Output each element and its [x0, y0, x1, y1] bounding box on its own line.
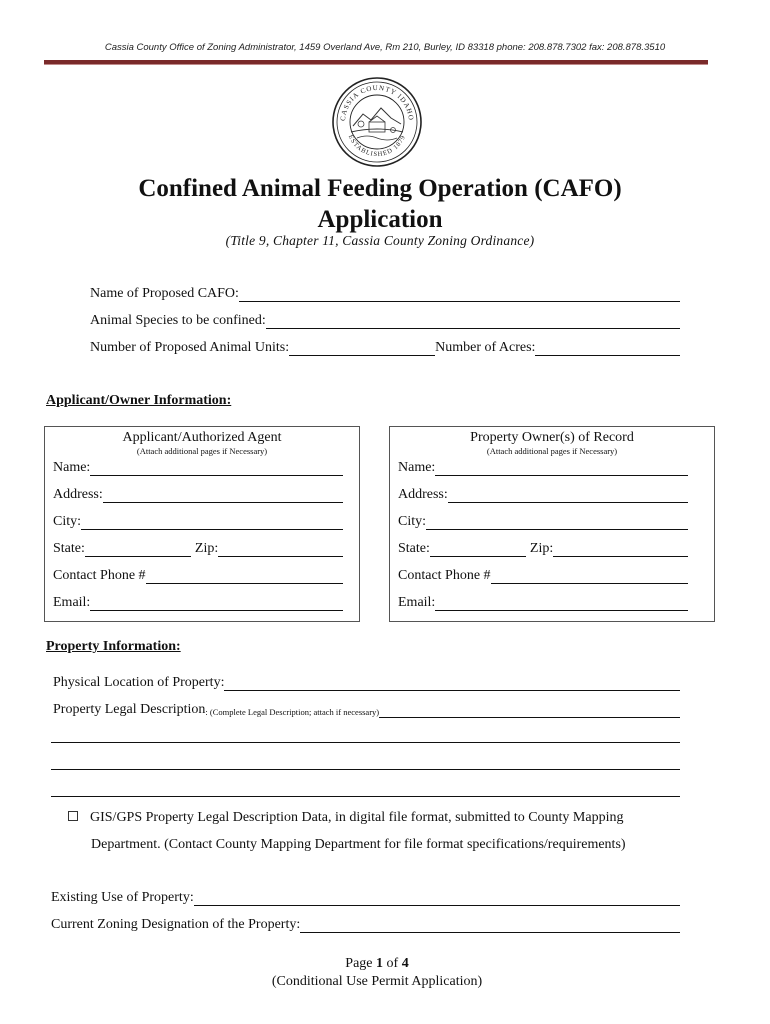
header-rule-thin [44, 64, 708, 65]
proposed-name-label: Name of Proposed CAFO: [90, 286, 239, 301]
gis-checkbox-text-line2: Department. (Contact County Mapping Department for file format specifications/requirements) [91, 837, 626, 852]
agent-city-row [53, 513, 343, 530]
owner-phone-row [398, 567, 688, 584]
agent-phone-row [53, 567, 343, 584]
county-seal-logo [331, 76, 423, 168]
agent-city-field[interactable] [81, 515, 343, 530]
animal-units-row [90, 339, 680, 356]
county-seal-graphic [331, 76, 423, 168]
agent-email-row [53, 594, 343, 611]
legal-description-line-3[interactable] [51, 768, 680, 770]
owner-address-row [398, 486, 688, 503]
page-number [0, 955, 754, 973]
proposed-name-field[interactable] [239, 287, 680, 302]
owner-email-label: Email: [398, 595, 436, 610]
agent-phone-field[interactable] [146, 569, 343, 584]
legal-description-line-4[interactable] [51, 795, 680, 797]
agent-zip-label: Zip: [194, 541, 219, 556]
gis-checkbox-row [68, 809, 623, 826]
agent-name-label: Name: [53, 460, 91, 475]
agent-address-row [53, 486, 343, 503]
page-of: of [383, 956, 402, 971]
gis-checkbox-text-line1: GIS/GPS Property Legal Description Data, in digital file format, submitted to County Mapping [90, 810, 624, 825]
page-prefix: Page [345, 956, 377, 971]
existing-use-field[interactable] [194, 891, 680, 906]
property-owner-box [389, 426, 715, 622]
form-title-line1: Confined Animal Feeding Operation (CAFO) [138, 175, 622, 202]
owner-phone-label: Contact Phone # [398, 568, 491, 583]
legal-description-line-2[interactable] [51, 741, 680, 743]
owner-city-label: City: [398, 514, 427, 529]
owner-name-label: Name: [398, 460, 436, 475]
agent-city-label: City: [53, 514, 82, 529]
legal-description-label: Property Legal Description [53, 702, 206, 717]
agent-state-label: State: [53, 541, 85, 556]
owner-box-note: (Attach additional pages if Necessary) [486, 446, 618, 456]
applicant-owner-heading: Applicant/Owner Information: [46, 393, 232, 408]
existing-use-label: Existing Use of Property: [51, 890, 194, 905]
zoning-designation-label: Current Zoning Designation of the Property: [51, 917, 301, 932]
owner-phone-field[interactable] [491, 569, 688, 584]
legal-description-field[interactable] [379, 703, 680, 718]
svg-text:ESTABLISHED 1879: ESTABLISHED 1879 [346, 133, 408, 159]
agent-email-field[interactable] [90, 596, 343, 611]
form-title-line2: Application [317, 206, 443, 233]
acres-label: Number of Acres: [435, 340, 536, 355]
owner-address-field[interactable] [448, 488, 688, 503]
owner-city-row [398, 513, 688, 530]
physical-location-row [53, 674, 680, 691]
form-subtitle: (Title 9, Chapter 11, Cassia County Zoning Ordinance) [225, 233, 535, 248]
physical-location-field[interactable] [224, 676, 680, 691]
owner-state-zip-row [398, 540, 688, 557]
header-contact-line: Cassia County Office of Zoning Administrator, 1459 Overland Ave, Rm 210, Burley, ID 83318 phone: 208.878.7302 fax: 208.878.3510 [104, 42, 666, 53]
owner-city-field[interactable] [426, 515, 688, 530]
agent-state-zip-row [53, 540, 343, 557]
agent-zip-field[interactable] [218, 542, 343, 557]
owner-email-field[interactable] [435, 596, 688, 611]
physical-location-label: Physical Location of Property: [53, 675, 225, 690]
svg-text:CASSIA COUNTY IDAHO: CASSIA COUNTY IDAHO [338, 83, 416, 122]
agent-box-note: (Attach additional pages if Necessary) [136, 446, 268, 456]
agent-address-label: Address: [53, 487, 103, 502]
animal-species-row [90, 312, 680, 329]
owner-name-field[interactable] [435, 461, 688, 476]
zoning-designation-field[interactable] [300, 918, 680, 933]
animal-units-label: Number of Proposed Animal Units: [90, 340, 290, 355]
agent-state-field[interactable] [85, 542, 191, 557]
owner-state-field[interactable] [430, 542, 526, 557]
page-total: 4 [401, 956, 409, 971]
acres-field[interactable] [535, 341, 680, 356]
animal-species-field[interactable] [266, 314, 680, 329]
animal-species-label: Animal Species to be confined: [90, 313, 266, 328]
owner-email-row [398, 594, 688, 611]
owner-zip-label: Zip: [529, 541, 554, 556]
page-current: 1 [376, 956, 384, 971]
zoning-designation-row [51, 916, 680, 933]
form-footer-name: (Conditional Use Permit Application) [271, 974, 483, 989]
gis-data-checkbox[interactable] [68, 811, 78, 821]
proposed-name-row [90, 285, 680, 302]
legal-description-row [53, 701, 680, 718]
owner-state-label: State: [398, 541, 430, 556]
existing-use-row [51, 889, 680, 906]
property-info-heading: Property Information: [46, 639, 181, 654]
agent-address-field[interactable] [103, 488, 343, 503]
owner-name-row [398, 459, 688, 476]
agent-box-title: Applicant/Authorized Agent [122, 430, 282, 445]
animal-units-field[interactable] [289, 341, 435, 356]
agent-name-field[interactable] [90, 461, 343, 476]
legal-description-note: : (Complete Legal Description; attach if necessary) [205, 707, 380, 717]
agent-name-row [53, 459, 343, 476]
agent-phone-label: Contact Phone # [53, 568, 146, 583]
owner-zip-field[interactable] [553, 542, 688, 557]
applicant-agent-box [44, 426, 360, 622]
agent-email-label: Email: [53, 595, 91, 610]
owner-address-label: Address: [398, 487, 448, 502]
owner-box-title: Property Owner(s) of Record [470, 430, 634, 445]
